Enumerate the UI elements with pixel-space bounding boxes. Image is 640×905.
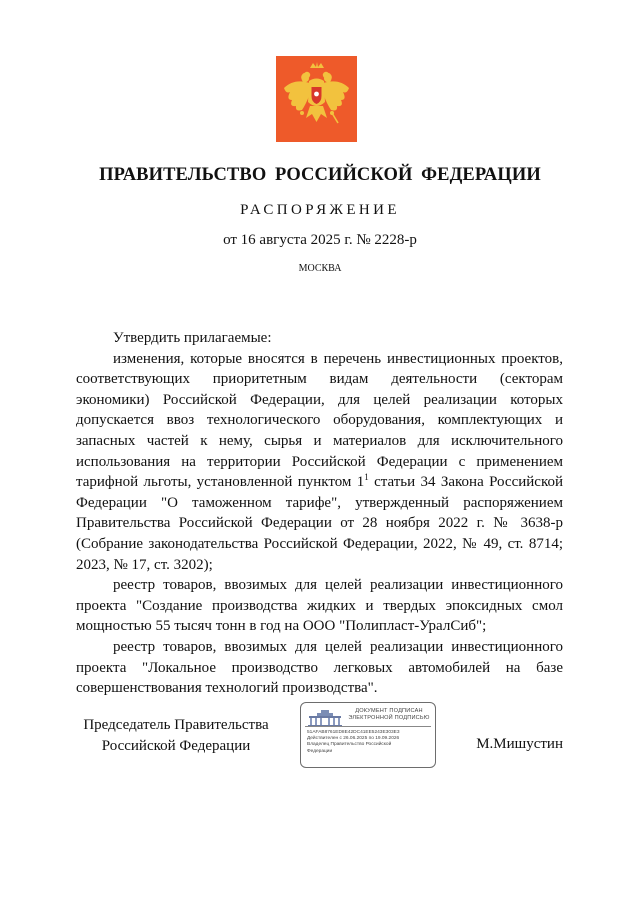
paragraph-changes-text-cont: статьи 34 Закона Российской Федерации "О таможенном тарифе", утвержденный распоряжением Правительства Российской Федерации от 28 ноября 2022 г. № 3638-р (Собрание законодательства Российской Федерации, 2022, № 49, ст. 8714; 2023, № 17, ст. 3202);: [76, 474, 563, 573]
document-city: МОСКВА: [298, 263, 342, 274]
stamp-title-line1: ДОКУМЕНТ ПОДПИСАН: [355, 708, 423, 714]
paragraph-registry-cars: реестр товаров, ввозимых для целей реализации инвестиционного проекта "Локальное производство легковых автомобилей на базе совершенствования технологий производства".: [76, 638, 563, 697]
paragraph-changes: [76, 349, 563, 576]
stamp-owner-line2: Федерации: [307, 748, 333, 754]
paragraph-changes-text: изменения, которые вносятся в перечень инвестиционных проектов, соответствующих приоритетным видам деятельности (секторам экономики) Российской Федерации, для целей реализации которых допускается ввоз технологического оборудования, комплектующих и запасных частей к нему, сырья и материалов для исключительного использования на территории Российской Федерации с применением тарифной льготы, установленной пунктом 1: [76, 350, 563, 491]
stamp-validity: Действителен с 26.06.2025 по 19.09.2026: [307, 736, 400, 742]
stamp-owner-line1: Владелец Правительство Российской: [307, 742, 392, 748]
document-type: РАСПОРЯЖЕНИЕ: [240, 202, 400, 218]
stamp-title-line2: ЭЛЕКТРОННОЙ ПОДПИСЬЮ: [348, 715, 430, 721]
signer-position-line2: Российской Федерации: [101, 737, 251, 754]
signer-name: М.Мишустин: [476, 736, 563, 752]
stamp-divider: [305, 726, 431, 727]
paragraph-registry-epoxy: реестр товаров, ввозимых для целей реализации инвестиционного проекта "Создание производства жидких и твердых эпоксидных смол мощностью 55 тысяч тонн в год на ООО "Полипласт-УралСиб";: [76, 577, 563, 635]
stamp-details: [307, 730, 435, 755]
signer-position: [76, 715, 276, 756]
date-number-text: от 16 августа 2025 г. № 2228-р: [223, 232, 417, 248]
signer-position-line1: Председатель Правительства: [83, 717, 269, 733]
stamp-title: [345, 708, 433, 722]
intro-paragraph: Утвердить прилагаемые:: [113, 330, 272, 346]
government-title: ПРАВИТЕЛЬСТВО РОССИЙСКОЙ ФЕДЕРАЦИИ: [99, 165, 541, 185]
stamp-serial: 51AFAB8761ED8E42DC41EE5243E303E3: [307, 730, 400, 735]
superscript: 1: [364, 472, 369, 483]
electronic-signature-stamp: [300, 702, 436, 768]
coat-of-arms-icon: [276, 56, 357, 142]
document-date-number: [0, 232, 640, 249]
document-body: [76, 328, 563, 699]
government-building-icon: [307, 709, 343, 727]
double-headed-eagle-icon: [276, 56, 357, 142]
